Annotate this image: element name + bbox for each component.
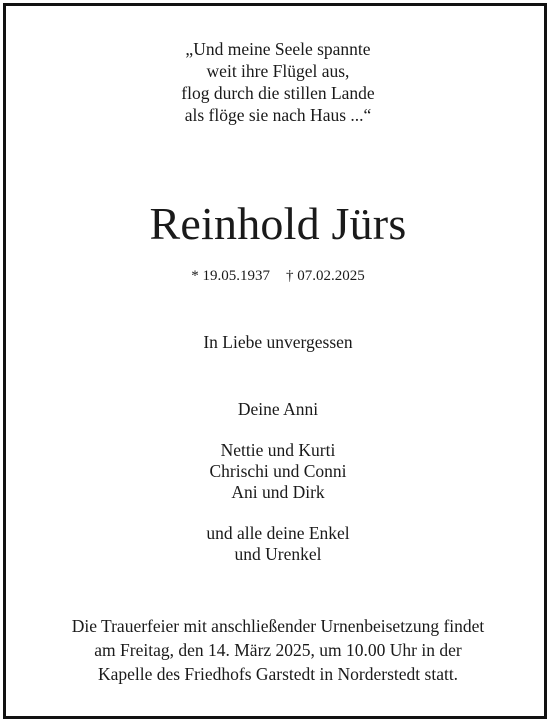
memory-line: In Liebe unvergessen <box>203 332 353 352</box>
obituary-frame <box>3 3 547 719</box>
poem-line: weit ihre Flügel aus, <box>206 61 350 81</box>
birth-date: * 19.05.1937 <box>191 268 270 284</box>
poem-line: „Und meine Seele spannte <box>185 39 371 59</box>
funeral-line: Kapelle des Friedhofs Garstedt in Norderstedt statt. <box>97 664 459 684</box>
mourner-name: Nettie und Kurti <box>220 440 336 460</box>
mourner-group <box>6 399 550 420</box>
life-dates <box>6 267 550 285</box>
mourner-group <box>6 523 550 565</box>
funeral-notice <box>6 614 550 686</box>
deceased-name: Reinhold Jürs <box>149 198 407 249</box>
death-date: † 07.02.2025 <box>286 268 365 284</box>
mourner-name: Chrischi und Conni <box>209 461 347 481</box>
mourner-name: Deine Anni <box>237 399 319 419</box>
mourner-name: Ani und Dirk <box>231 482 325 502</box>
poem-quote <box>6 38 550 126</box>
poem-line: als flöge sie nach Haus ...“ <box>184 105 372 125</box>
mourners-list <box>6 399 550 585</box>
poem-line: flog durch die stillen Lande <box>181 83 375 103</box>
mourner-name: und alle deine Enkel <box>206 523 350 543</box>
funeral-line: am Freitag, den 14. März 2025, um 10.00 Uhr in der <box>94 640 462 660</box>
funeral-line: Die Trauerfeier mit anschließender Urnenbeisetzung findet <box>71 616 485 636</box>
mourner-name: und Urenkel <box>234 544 322 564</box>
mourner-group <box>6 440 550 503</box>
